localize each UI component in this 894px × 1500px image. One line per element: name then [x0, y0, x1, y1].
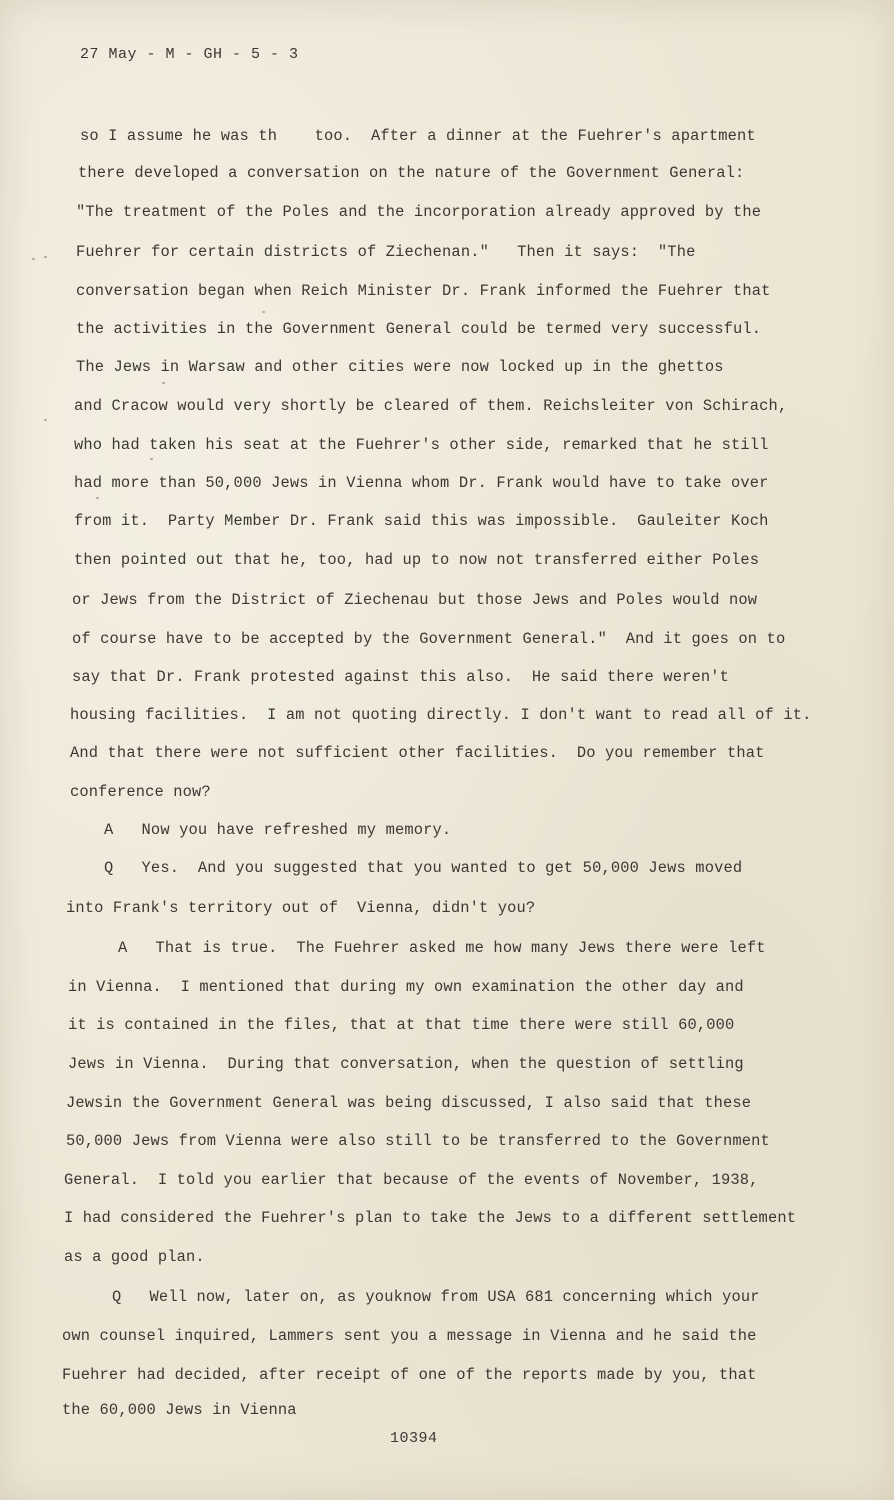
ink-speck — [150, 458, 153, 460]
text-line: had more than 50,000 Jews in Vienna whom Dr. Frank would have to take over — [74, 474, 769, 492]
text-line: so I assume he was th too. After a dinner at the Fuehrer's apartment — [80, 127, 756, 145]
text-line: who had taken his seat at the Fuehrer's other side, remarked that he still — [74, 436, 769, 454]
text-line: A Now you have refreshed my memory. — [104, 821, 452, 839]
text-line: say that Dr. Frank protested against this also. He said there weren't — [72, 668, 730, 686]
text-line: the 60,000 Jews in Vienna — [62, 1401, 297, 1419]
text-line: "The treatment of the Poles and the incorporation already approved by the — [76, 203, 762, 221]
ink-speck — [262, 311, 265, 313]
text-line: General. I told you earlier that because of the events of November, 1938, — [64, 1171, 759, 1189]
text-line: Q Well now, later on, as youknow from USA 681 concerning which your — [112, 1288, 760, 1306]
text-line: and Cracow would very shortly be cleared of them. Reichsleiter von Schirach, — [74, 397, 788, 415]
text-line: of course have to be accepted by the Government General." And it goes on to — [72, 630, 786, 648]
text-line: own counsel inquired, Lammers sent you a message in Vienna and he said the — [62, 1327, 757, 1345]
text-line: then pointed out that he, too, had up to now not transferred either Poles — [74, 551, 760, 569]
text-line: And that there were not sufficient other facilities. Do you remember that — [70, 744, 765, 762]
text-line: Jewsin the Government General was being discussed, I also said that these — [66, 1094, 752, 1112]
text-line: Q Yes. And you suggested that you wanted to get 50,000 Jews moved — [104, 859, 743, 877]
text-line: I had considered the Fuehrer's plan to take the Jews to a different settlement — [64, 1209, 797, 1227]
text-line: conversation began when Reich Minister Dr. Frank informed the Fuehrer that — [76, 282, 771, 300]
text-line: housing facilities. I am not quoting directly. I don't want to read all of it. — [70, 706, 812, 724]
text-line: from it. Party Member Dr. Frank said this was impossible. Gauleiter Koch — [74, 512, 769, 530]
text-line: 50,000 Jews from Vienna were also still to be transferred to the Government — [66, 1132, 770, 1150]
text-line: the activities in the Government General could be termed very successful. — [76, 320, 762, 338]
text-line: in Vienna. I mentioned that during my own examination the other day and — [68, 978, 744, 996]
text-line: conference now? — [70, 783, 211, 801]
text-line: A That is true. The Fuehrer asked me how many Jews there were left — [118, 939, 766, 957]
ink-speck — [162, 382, 165, 384]
ink-speck — [96, 497, 99, 499]
text-line: as a good plan. — [64, 1248, 205, 1266]
document-header: 27 May - M - GH - 5 - 3 — [80, 46, 299, 63]
text-line: it is contained in the files, that at that time there were still 60,000 — [68, 1016, 735, 1034]
text-line: Fuehrer had decided, after receipt of one of the reports made by you, that — [62, 1366, 757, 1384]
text-line: into Frank's territory out of Vienna, didn't you? — [66, 899, 536, 917]
text-line: Jews in Vienna. During that conversation, when the question of settling — [68, 1055, 744, 1073]
text-line: The Jews in Warsaw and other cities were now locked up in the ghettos — [76, 358, 724, 376]
text-line: or Jews from the District of Ziechenau but those Jews and Poles would now — [72, 591, 758, 609]
ink-speck — [32, 258, 35, 260]
text-line: there developed a conversation on the nature of the Government General: — [78, 164, 745, 182]
text-line: Fuehrer for certain districts of Ziechenan." Then it says: "The — [76, 243, 696, 261]
page-number: 10394 — [390, 1430, 438, 1447]
ink-speck — [44, 419, 47, 421]
ink-speck — [44, 256, 47, 258]
